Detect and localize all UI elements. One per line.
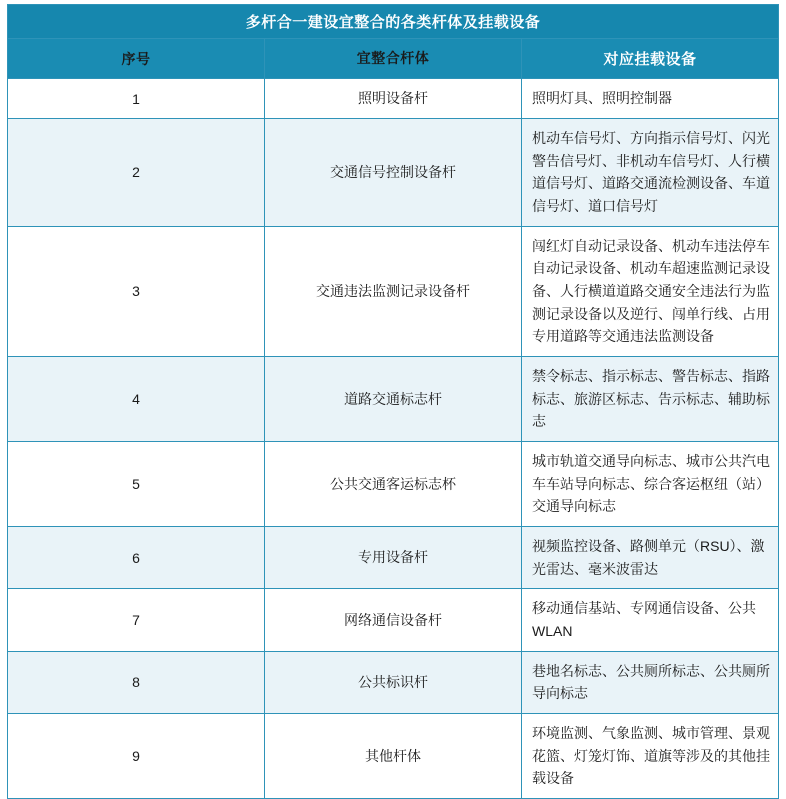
row-pole-type: 公共标识杆 (265, 651, 522, 713)
row-pole-type: 公共交通客运标志杯 (265, 442, 522, 527)
row-equipment: 城市轨道交通导向标志、城市公共汽电车车站导向标志、综合客运枢纽（站）交通导向标志 (522, 442, 779, 527)
table-title-row (8, 5, 779, 39)
table-header-row (8, 39, 779, 79)
table-row (8, 226, 779, 356)
table-row (8, 357, 779, 442)
table-row (8, 714, 779, 799)
row-index: 5 (8, 442, 265, 527)
table-row (8, 589, 779, 651)
row-pole-type: 交通违法监测记录设备杆 (265, 226, 522, 356)
column-header-equipment: 对应挂载设备 (522, 39, 779, 79)
row-equipment: 机动车信号灯、方向指示信号灯、闪光警告信号灯、非机动车信号灯、人行横道信号灯、道路交通流检测设备、车道信号灯、道口信号灯 (522, 119, 779, 227)
table-row (8, 79, 779, 119)
row-index: 3 (8, 226, 265, 356)
row-index: 7 (8, 589, 265, 651)
row-pole-type: 其他杆体 (265, 714, 522, 799)
row-index: 1 (8, 79, 265, 119)
row-pole-type: 网络通信设备杆 (265, 589, 522, 651)
row-equipment: 照明灯具、照明控制器 (522, 79, 779, 119)
row-equipment: 移动通信基站、专网通信设备、公共 WLAN (522, 589, 779, 651)
pole-integration-table (7, 4, 779, 799)
column-header-pole-type: 宜整合杆体 (265, 39, 522, 79)
row-index: 6 (8, 527, 265, 589)
row-pole-type: 照明设备杆 (265, 79, 522, 119)
row-pole-type: 道路交通标志杆 (265, 357, 522, 442)
row-index: 8 (8, 651, 265, 713)
row-equipment: 巷地名标志、公共厕所标志、公共厕所导向标志 (522, 651, 779, 713)
row-equipment: 环境监测、气象监测、城市管理、景观花篮、灯笼灯饰、道旗等涉及的其他挂载设备 (522, 714, 779, 799)
pole-integration-table-container (7, 0, 779, 799)
table-title: 多杆合一建设宜整合的各类杆体及挂载设备 (8, 5, 779, 39)
table-row (8, 527, 779, 589)
column-header-index: 序号 (8, 39, 265, 79)
table-row (8, 651, 779, 713)
row-equipment: 禁令标志、指示标志、警告标志、指路标志、旅游区标志、告示标志、辅助标志 (522, 357, 779, 442)
row-index: 9 (8, 714, 265, 799)
row-pole-type: 专用设备杆 (265, 527, 522, 589)
row-pole-type: 交通信号控制设备杆 (265, 119, 522, 227)
row-index: 2 (8, 119, 265, 227)
row-equipment: 闯红灯自动记录设备、机动车违法停车自动记录设备、机动车超速监测记录设备、人行横道道路交通安全违法行为监测记录设备以及逆行、闯单行线、占用专用道路等交通违法监测设备 (522, 226, 779, 356)
table-row (8, 119, 779, 227)
row-index: 4 (8, 357, 265, 442)
row-equipment: 视频监控设备、路侧单元（RSU）、激光雷达、毫米波雷达 (522, 527, 779, 589)
table-row (8, 442, 779, 527)
